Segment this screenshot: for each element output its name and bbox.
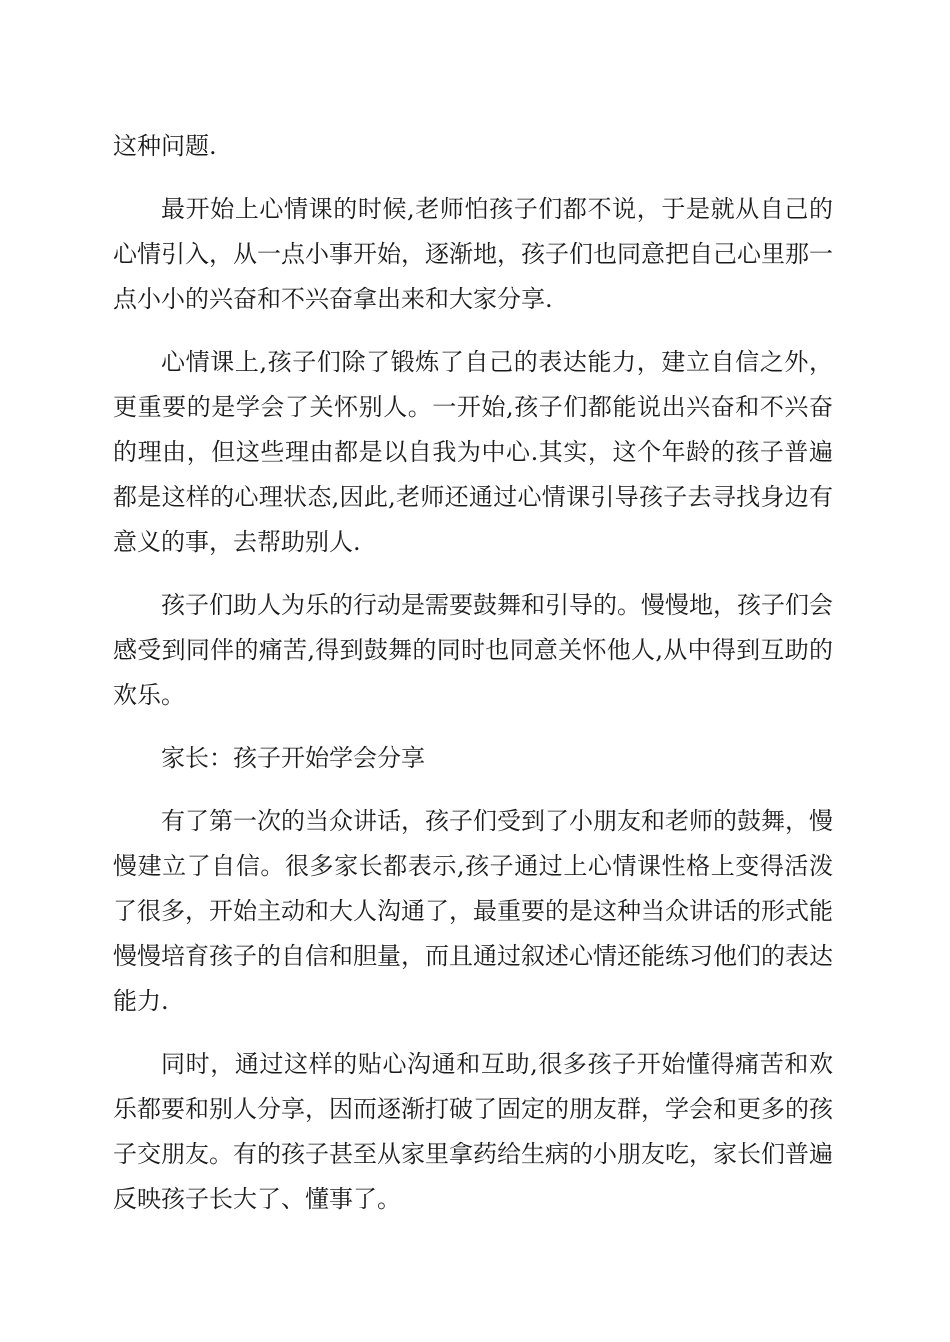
paragraph-continuation: 这种问题. bbox=[113, 132, 217, 160]
paragraph: 孩子们助人为乐的行动是需要鼓舞和引导的。慢慢地，孩子们会感受到同伴的痛苦,得到鼓舞的同时也同意关怀他人,从中得到互助的欢乐。 bbox=[113, 591, 833, 709]
paragraph: 最开始上心情课的时候,老师怕孩子们都不说，于是就从自己的心情引入，从一点小事开始，逐渐地，孩子们也同意把自己心里那一点小小的兴奋和不兴奋拿出来和大家分享. bbox=[113, 195, 833, 313]
paragraph: 心情课上,孩子们除了锻炼了自己的表达能力，建立自信之外，更重要的是学会了关怀别人。一开始,孩子们都能说出兴奋和不兴奋的理由，但这些理由都是以自我为中心.其实，这个年龄的孩子普遍都是这样的心理状态,因此,老师还通过心情课引导孩子去寻找身边有意义的事，去帮助别人. bbox=[113, 348, 833, 556]
paragraph: 同时，通过这样的贴心沟通和互助,很多孩子开始懂得痛苦和欢乐都要和别人分享，因而逐渐打破了固定的朋友群，学会和更多的孩子交朋友。有的孩子甚至从家里拿药给生病的小朋友吃，家长们普遍反映孩子长大了、懂事了。 bbox=[113, 1050, 833, 1213]
document-body bbox=[113, 124, 833, 1240]
paragraph: 有了第一次的当众讲话，孩子们受到了小朋友和老师的鼓舞，慢慢建立了自信。很多家长都表示,孩子通过上心情课性格上变得活泼了很多，开始主动和大人沟通了，最重要的是这种当众讲话的形式能慢慢培育孩子的自信和胆量，而且通过叙述心情还能练习他们的表达能力. bbox=[113, 807, 833, 1015]
section-heading: 家长：孩子开始学会分享 bbox=[161, 744, 425, 772]
